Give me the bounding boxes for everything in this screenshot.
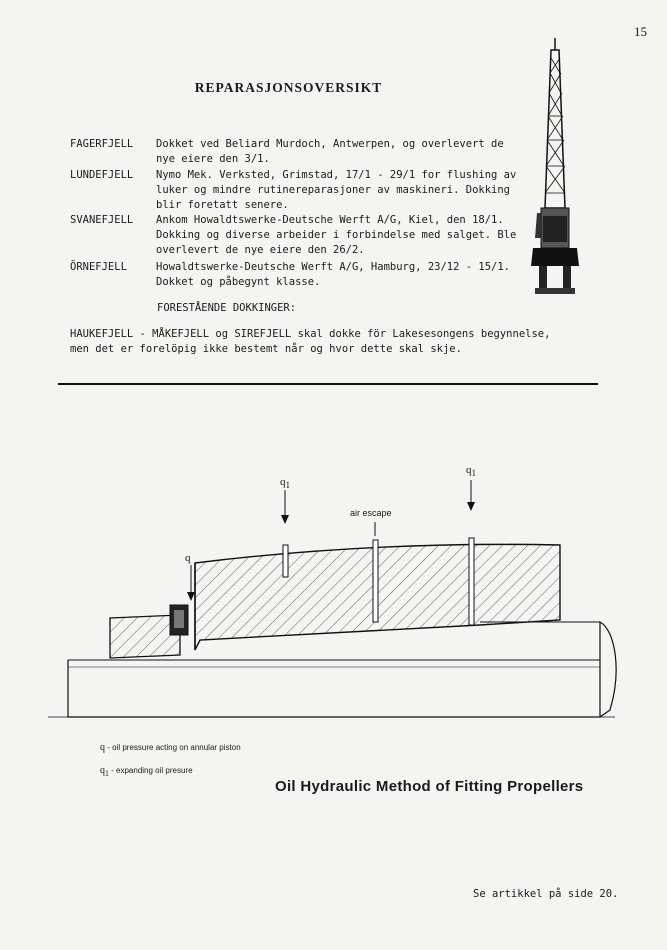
text-line: HAUKEFJELL - MÅKEFJELL og SIREFJELL skal dokke för Lakesesongens begynnelse, — [70, 328, 551, 340]
entry-line: overlevert de nye eiere den 26/2. — [156, 244, 365, 256]
label-q1-right: $q_1$ — [466, 464, 477, 479]
ship-name: ÖRNEFJELL — [70, 261, 127, 273]
entry-line: Dokking og diverse arbeider i forbindelse med salget. Ble — [156, 229, 517, 241]
entry-line: Dokket og påbegynt klasse. — [156, 276, 321, 288]
entry-text — [156, 168, 536, 213]
ship-name: SVANEFJELL — [70, 214, 134, 226]
label-air-escape: air escape — [350, 508, 392, 518]
entry-line: blir foretatt senere. — [156, 199, 289, 211]
text-line: men det er forelöpig ikke bestemt når og hvor dette skal skje. — [70, 343, 462, 355]
label-q1-left: $q_1$ — [280, 476, 291, 491]
entry-line: Ankom Howaldtswerke-Deutsche Werft A/G, Kiel, den 18/1. — [156, 214, 504, 226]
entry-line: nye eiere den 3/1. — [156, 153, 270, 165]
entry-line: Howaldtswerke-Deutsche Werft A/G, Hamburg, 23/12 - 15/1. — [156, 261, 511, 273]
label-q: q — [185, 552, 191, 564]
upcoming-dockings-heading: FORESTÅENDE DOKKINGER: — [157, 302, 297, 314]
ship-name: FAGERFJELL — [70, 138, 134, 150]
legend-item: q - oil pressure acting on annular piston — [100, 742, 241, 753]
upcoming-dockings-text — [70, 327, 570, 357]
page-number: 15 — [634, 24, 647, 39]
title-text: REPARASJONSOVERSIKT — [194, 80, 383, 95]
entry-text — [156, 213, 536, 258]
legend-item: $q_1$ - expanding oil presure — [100, 765, 193, 778]
footer-reference: Se artikkel på side 20. — [473, 888, 619, 900]
divider-rule — [58, 383, 598, 385]
entry-line: luker og mindre rutinereparasjoner av maskineri. Dokking — [156, 184, 511, 196]
entry-text — [156, 137, 536, 167]
ship-name: LUNDEFJELL — [70, 169, 134, 181]
crane-illustration — [525, 38, 585, 308]
entry-line: Dokket ved Beliard Murdoch, Antwerpen, og overlevert de — [156, 138, 504, 150]
propeller-fitting-diagram — [40, 460, 620, 730]
entry-line: Nymo Mek. Verksted, Grimstad, 17/1 - 29/1 for flushing av — [156, 169, 517, 181]
figure-caption: Oil Hydraulic Method of Fitting Propellers — [275, 778, 584, 795]
entry-text — [156, 260, 536, 290]
